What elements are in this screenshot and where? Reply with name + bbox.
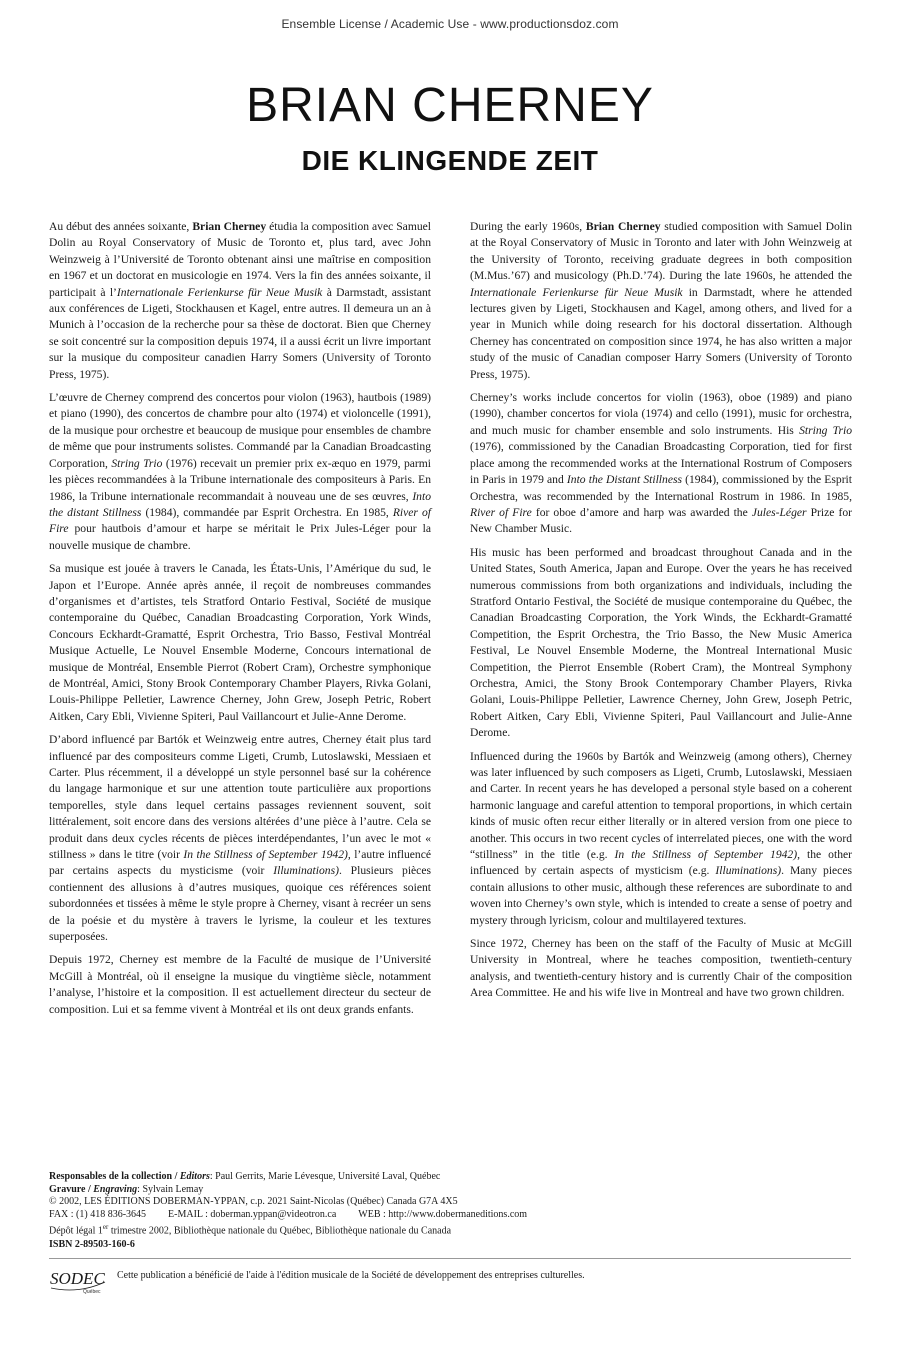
fr-paragraph-2: L’œuvre de Cherney comprend des concertos pour violon (1963), hautbois (1989) et piano (1990), des concertos de chambre pour alto (1974) et violoncelle (1991), de la musique pour orchestre et beaucoup de musique pour ensembles de chambre de même que pour instruments solistes. Commandé par la Canadian Broadcasting Corporation, String Trio (1976) recevait un premier prix ex-æquo en 1979, parmi les pièces recommandées à la Tribune internationale des compositeurs à Paris. En 1986, la Tribune internationale recommandait à nouveau une de ses œuvres, Into the distant Stillness (1984), commandée par Esprit Orchestra. En 1985, River of Fire pour hautbois d’amour et harpe se méritait le Prix Jules-Léger pour la nouvelle musique de chambre. [49, 391, 431, 552]
fr-paragraph-1: Au début des années soixante, Brian Cherney étudia la composition avec Samuel Dolin au Royal Conservatory of Music de Toronto et, plus tard, avec John Weinzweig à l’Université de Toronto obtenant ainsi une maîtrise en composition en 1967 et un doctorat en musicologie en 1974. Vers la fin des années soixante, il participait à l’Internationale Ferienkurse für Neue Musik à Darmstadt, assistant aux conférences de Ligeti, Stockhausen et Kagel, entre autres. Il demeura un an à Munich à l’occasion de la recherche pour sa thèse de doctorat. Bien que Cherney se soit concentré sur la composition depuis 1974, il a aussi écrit un livre important sur la musique du compositeur canadien Harry Somers (University of Toronto Press, 1975). [49, 220, 432, 381]
fr-paragraph-5: Depuis 1972, Cherney est membre de la Faculté de musique de l’Université McGill à Montréal, où il enseigne la musique du vingtième siècle, notamment l’analyse, l’histoire et la composition. Il est actuellement directeur du secteur de composition. Lui et sa femme vivent à Montréal et ils ont deux grands enfants. [49, 953, 431, 1016]
editors-line: Responsables de la collection / Editors: Paul Gerrits, Marie Lévesque, Université Laval, Québec [49, 1171, 441, 1182]
en-paragraph-1: During the early 1960s, Brian Cherney studied composition with Samuel Dolin at the Royal Conservatory of Music in Toronto and later with John Weinzweig at the University of Toronto, receiving graduate degrees in both composition (M.Mus.’67) and musicology (Ph.D.’74). During the late 1960s, he attended the Internationale Ferienkurse für Neue Musik in Darmstadt, where he attended lectures given by Ligeti, Stockhausen and Kagel, among others, and lived for a year in Munich while doing research for his doctoral dissertation. Although Cherney has concentrated on composition since 1974, he has also written a major study of the music of Canadian composer Harry Somers (University of Toronto Press, 1975). [470, 220, 853, 381]
composer-name: BRIAN CHERNEY [246, 79, 654, 132]
license-line: Ensemble License / Academic Use - www.productionsdoz.com [281, 17, 619, 31]
work-title: DIE KLINGENDE ZEIT [301, 145, 599, 176]
website: WEB : http://www.dobermaneditions.com [358, 1208, 528, 1220]
fax: FAX : (1) 418 836-3645 [49, 1208, 147, 1220]
fr-paragraph-4: D’abord influencé par Bartók et Weinzweig entre autres, Cherney était plus tard influencé par des compositeurs comme Ligeti, Crumb, Lutoslawski, Messiaen et Carter. Plus récemment, il a développé un style personnel basé sur la cohérence du langage harmonique et sur une attention toute particulière aux proportions temporelles, style dans lequel certains passages reviennent souvent, soit littéralement, soit encore dans des versions altérées d’une pièce à l’autre. Cela se produit dans deux cycles récents de pièces interdépendantes, l’un avec le mot « stillness » dans le titre (voir In the Stillness of September 1942), l’autre influencé par certains aspects du mysticisme (voir Illuminations). Plusieurs pièces contiennent des allusions à d’autres musiques, quoique ces références soient subordonnées et tissées à même le style propre à Cherney, visant à recréer un sens de la poésie et du mystère à travers le lyrisme, la couleur et les textures superposées. [49, 733, 431, 944]
en-paragraph-4: Influenced during the 1960s by Bartók and Weinzweig (among others), Cherney was later influenced by such composers as Ligeti, Crumb, Lutoslawski, Messiaen and Carter. In recent years he has developed a personal style based on a coherent harmonic language and careful attention to temporal proportions, in which certain kinds of music often recur either literally or in altered version from one piece to another. This occurs in two recent cycles of interrelated pieces, one with the word “stillness” in the title (e.g. In the Stillness of September 1942), the other influenced by certain aspects of mysticism (e.g. Illuminations). Many pieces contain allusions to other music, although these references are subordinate to and woven into Cherney’s own style, which is intended to create a sense of poetry and mystery through lyricism, colour and multilayered textures. [470, 749, 853, 927]
copyright-line: © 2002, LES ÉDITIONS DOBERMAN-YPPAN, c.p. 2021 Saint-Nicolas (Québec) Canada G7A 4X5 [49, 1196, 458, 1207]
publication-footer [49, 1171, 851, 1251]
contact-line [49, 1209, 851, 1222]
en-paragraph-3: His music has been performed and broadcast throughout Canada and in the United States, South America, Japan and Europe. Over the years he has received numerous commissions from both organizations and individuals, including the Stratford Ontario Festival, the Société de musique contemporaine du Québec, the Canadian Broadcasting Corporation, the York Winds, the Eckhardt-Gramatté Competition, the Esprit Orchestra, the Trio Basso, the New Music America Festival, Le Nouvel Ensemble Moderne, the Montreal International Music Competition, the Pierrot Ensemble (Robert Cram), the Montreal Symphony Orchestra, Amici, the Stony Brook Contemporary Chamber Players, Rivka Golani, Louis-Philippe Pelletier, Lawrence Cherney, John Grew, Joseph Petric, Robert Aitken, Cary Ebli, Vivienne Spiteri, Paul Vaillancourt and Julie-Anne Derome. [470, 545, 852, 740]
engraving-line: Gravure / Engraving: Sylvain Lemay [49, 1183, 204, 1195]
sodec-notice: Cette publication a bénéficié de l'aide à l'édition musicale de la Société de développement des entreprises culturelles. [117, 1270, 585, 1281]
french-biography [49, 219, 431, 1025]
footer-divider [49, 1258, 851, 1259]
english-biography [470, 219, 852, 1009]
legal-deposit-line: Dépôt légal 1er trimestre 2002, Bibliothèque nationale du Québec, Bibliothèque nationale du Canada [49, 1223, 452, 1237]
sodec-logo-text: SODEC [50, 1269, 105, 1288]
email: E-MAIL : doberman.yppan@videotron.ca [168, 1208, 337, 1220]
en-paragraph-2: Cherney’s works include concertos for violin (1963), oboe (1989) and piano (1990), chamber concertos for viola (1974) and cello (1991), music for orchestra, and much music for chamber ensemble and solo instruments. His String Trio (1976), commissioned by the Canadian Broadcasting Corporation, tied for first place among the recommended works at the International Rostrum of Composers in Paris in 1979 and Into the Distant Stillness (1984), commissioned by the Esprit Orchestra, was recommended by the International Rostrum in 1986. In 1985, River of Fire for oboe d’amore and harp was awarded the Jules-Léger Prize for New Chamber Music. [470, 391, 852, 536]
isbn: ISBN 2-89503-160-6 [49, 1238, 135, 1250]
sodec-sub-label: Québec [83, 1289, 101, 1295]
fr-paragraph-3: Sa musique est jouée à travers le Canada, les États-Unis, l’Amérique du sud, le Japon et l’Europe. Année après année, il reçoit de nombreuses commandes d’organismes et d’artistes, tels Stratford Ontario Festival, Société de musique contemporaine du Québec, Canadian Broadcasting Corporation, York Winds, Concours Eckhardt-Gramatté, Esprit Orchestra, Trio Basso, Festival Montréal Musique Actuelle, Le Nouvel Ensemble Moderne, Concours international de musique de Montréal, Ensemble Pierrot (Robert Cram), Orchestre symphonique de Montréal, Amici, Stony Brook Contemporary Chamber Players, Rivka Golani, Louis-Philippe Pelletier, Lawrence Cherney, John Grew, Joseph Petric, Robert Aitken, Cary Ebli, Vivienne Spiteri, Paul Vaillancourt et Julie-Anne Derome. [49, 562, 431, 723]
en-paragraph-5: Since 1972, Cherney has been on the staff of the Faculty of Music at McGill University in Montreal, where he teaches composition, twentieth-century analysis, and twentieth-century history and is currently Chair of the composition Area Committee. He and his wife live in Montreal and have two grown children. [470, 937, 852, 1000]
